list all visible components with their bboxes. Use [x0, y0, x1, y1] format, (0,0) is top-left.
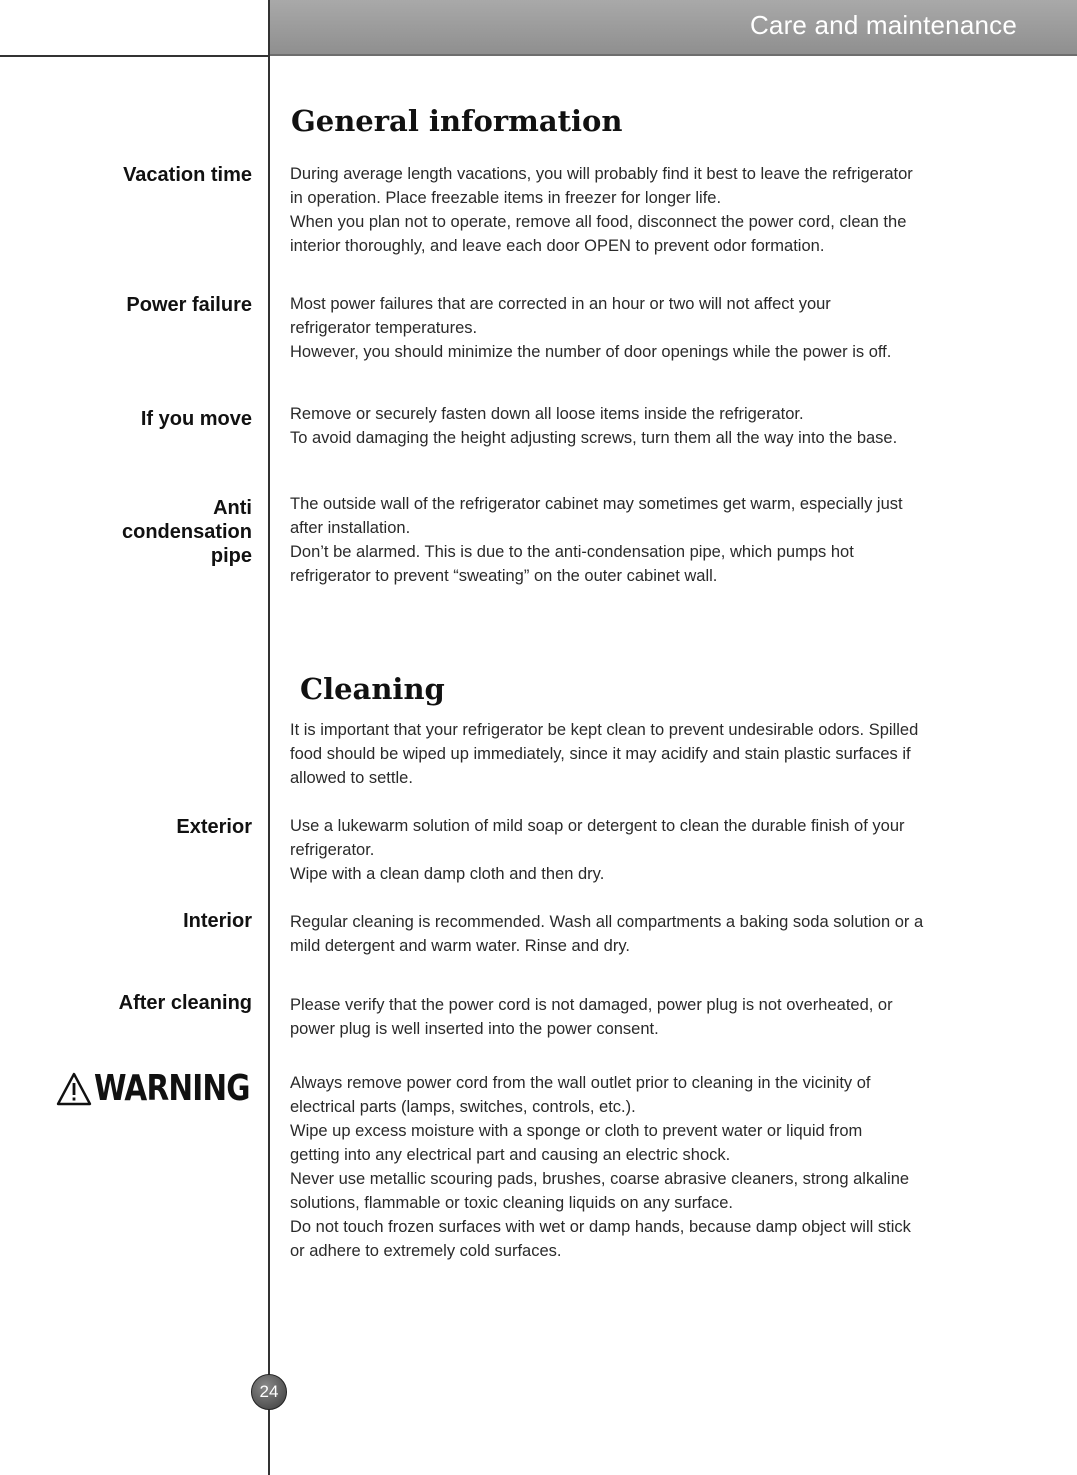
text-line: During average length vacations, you will probably find it best to leave the refrigerator [290, 165, 913, 183]
vertical-divider [268, 0, 270, 1475]
top-rule [0, 55, 270, 57]
paragraph-cleaning-intro [290, 718, 990, 790]
header-bar [270, 0, 1077, 56]
text-line: Wipe up excess moisture with a sponge or cloth to prevent water or liquid from [290, 1122, 863, 1140]
paragraph-after-cleaning [290, 993, 990, 1041]
text-line: It is important that your refrigerator be kept clean to prevent undesirable odors. Spilled [290, 721, 919, 739]
paragraph-if-you-move [290, 402, 990, 450]
label-interior: Interior [183, 910, 252, 932]
header-title: Care and maintenance [749, 10, 1017, 40]
text-line: refrigerator temperatures. [290, 319, 478, 337]
text-line: The outside wall of the refrigerator cabinet may sometimes get warm, especially just [290, 495, 903, 513]
section-title-cleaning: Cleaning [300, 672, 445, 706]
text-line: When you plan not to operate, remove all food, disconnect the power cord, clean the [290, 213, 907, 231]
label-anti-condensation-pipe [122, 496, 252, 568]
paragraph-interior [290, 910, 990, 958]
text-line: in operation. Place freezable items in freezer for longer life. [290, 189, 722, 207]
label-exterior: Exterior [176, 816, 252, 838]
text-line: However, you should minimize the number of door openings while the power is off. [290, 343, 892, 361]
label-after-cleaning: After cleaning [118, 992, 252, 1014]
label-line: condensation [121, 521, 252, 543]
paragraph-exterior [290, 814, 990, 886]
text-line: electrical parts (lamps, switches, controls, etc.). [290, 1098, 636, 1116]
text-line: after installation. [290, 519, 411, 537]
text-line: refrigerator. [290, 841, 375, 859]
text-line: Use a lukewarm solution of mild soap or detergent to clean the durable finish of your [290, 817, 905, 835]
section-title-general: General information [291, 104, 623, 138]
text-line: mild detergent and warm water. Rinse and dry. [290, 937, 630, 955]
label-power-failure: Power failure [126, 294, 252, 316]
text-line: interior thoroughly, and leave each door OPEN to prevent odor formation. [290, 237, 825, 255]
paragraph-power-failure [290, 292, 990, 364]
page-number-badge: 24 [251, 1374, 287, 1410]
text-line: Always remove power cord from the wall outlet prior to cleaning in the vicinity of [290, 1074, 871, 1092]
text-line: power plug is well inserted into the power consent. [290, 1020, 659, 1038]
paragraph-warning [290, 1071, 990, 1263]
text-line: food should be wiped up immediately, since it may acidify and stain plastic surfaces if [290, 745, 911, 763]
text-line: Regular cleaning is recommended. Wash all compartments a baking soda solution or a [290, 913, 924, 931]
label-line: Anti [213, 497, 252, 519]
warning-heading [56, 1068, 284, 1109]
label-vacation-time: Vacation time [123, 164, 252, 186]
warning-triangle-icon [56, 1072, 92, 1106]
warning-label: WARNING [94, 1068, 250, 1109]
text-line: Never use metallic scouring pads, brushes, coarse abrasive cleaners, strong alkaline [290, 1170, 910, 1188]
text-line: getting into any electrical part and causing an electric shock. [290, 1146, 731, 1164]
text-line: Please verify that the power cord is not damaged, power plug is not overheated, or [290, 996, 893, 1014]
paragraph-anti-condensation [290, 492, 990, 588]
text-line: or adhere to extremely cold surfaces. [290, 1242, 562, 1260]
text-line: Do not touch frozen surfaces with wet or damp hands, because damp object will stick [290, 1218, 911, 1236]
label-line: pipe [210, 545, 252, 567]
text-line: Wipe with a clean damp cloth and then dry. [290, 865, 605, 883]
text-line: solutions, flammable or toxic cleaning liquids on any surface. [290, 1194, 733, 1212]
text-line: Don’t be alarmed. This is due to the anti-condensation pipe, which pumps hot [290, 543, 854, 561]
paragraph-vacation-time [290, 162, 990, 258]
text-line: refrigerator to prevent “sweating” on the outer cabinet wall. [290, 567, 718, 585]
text-line: allowed to settle. [290, 769, 413, 787]
text-line: Remove or securely fasten down all loose items inside the refrigerator. [290, 405, 804, 423]
text-line: Most power failures that are corrected in an hour or two will not affect your [290, 295, 831, 313]
label-if-you-move: If you move [140, 408, 252, 430]
text-line: To avoid damaging the height adjusting screws, turn them all the way into the base. [290, 429, 898, 447]
